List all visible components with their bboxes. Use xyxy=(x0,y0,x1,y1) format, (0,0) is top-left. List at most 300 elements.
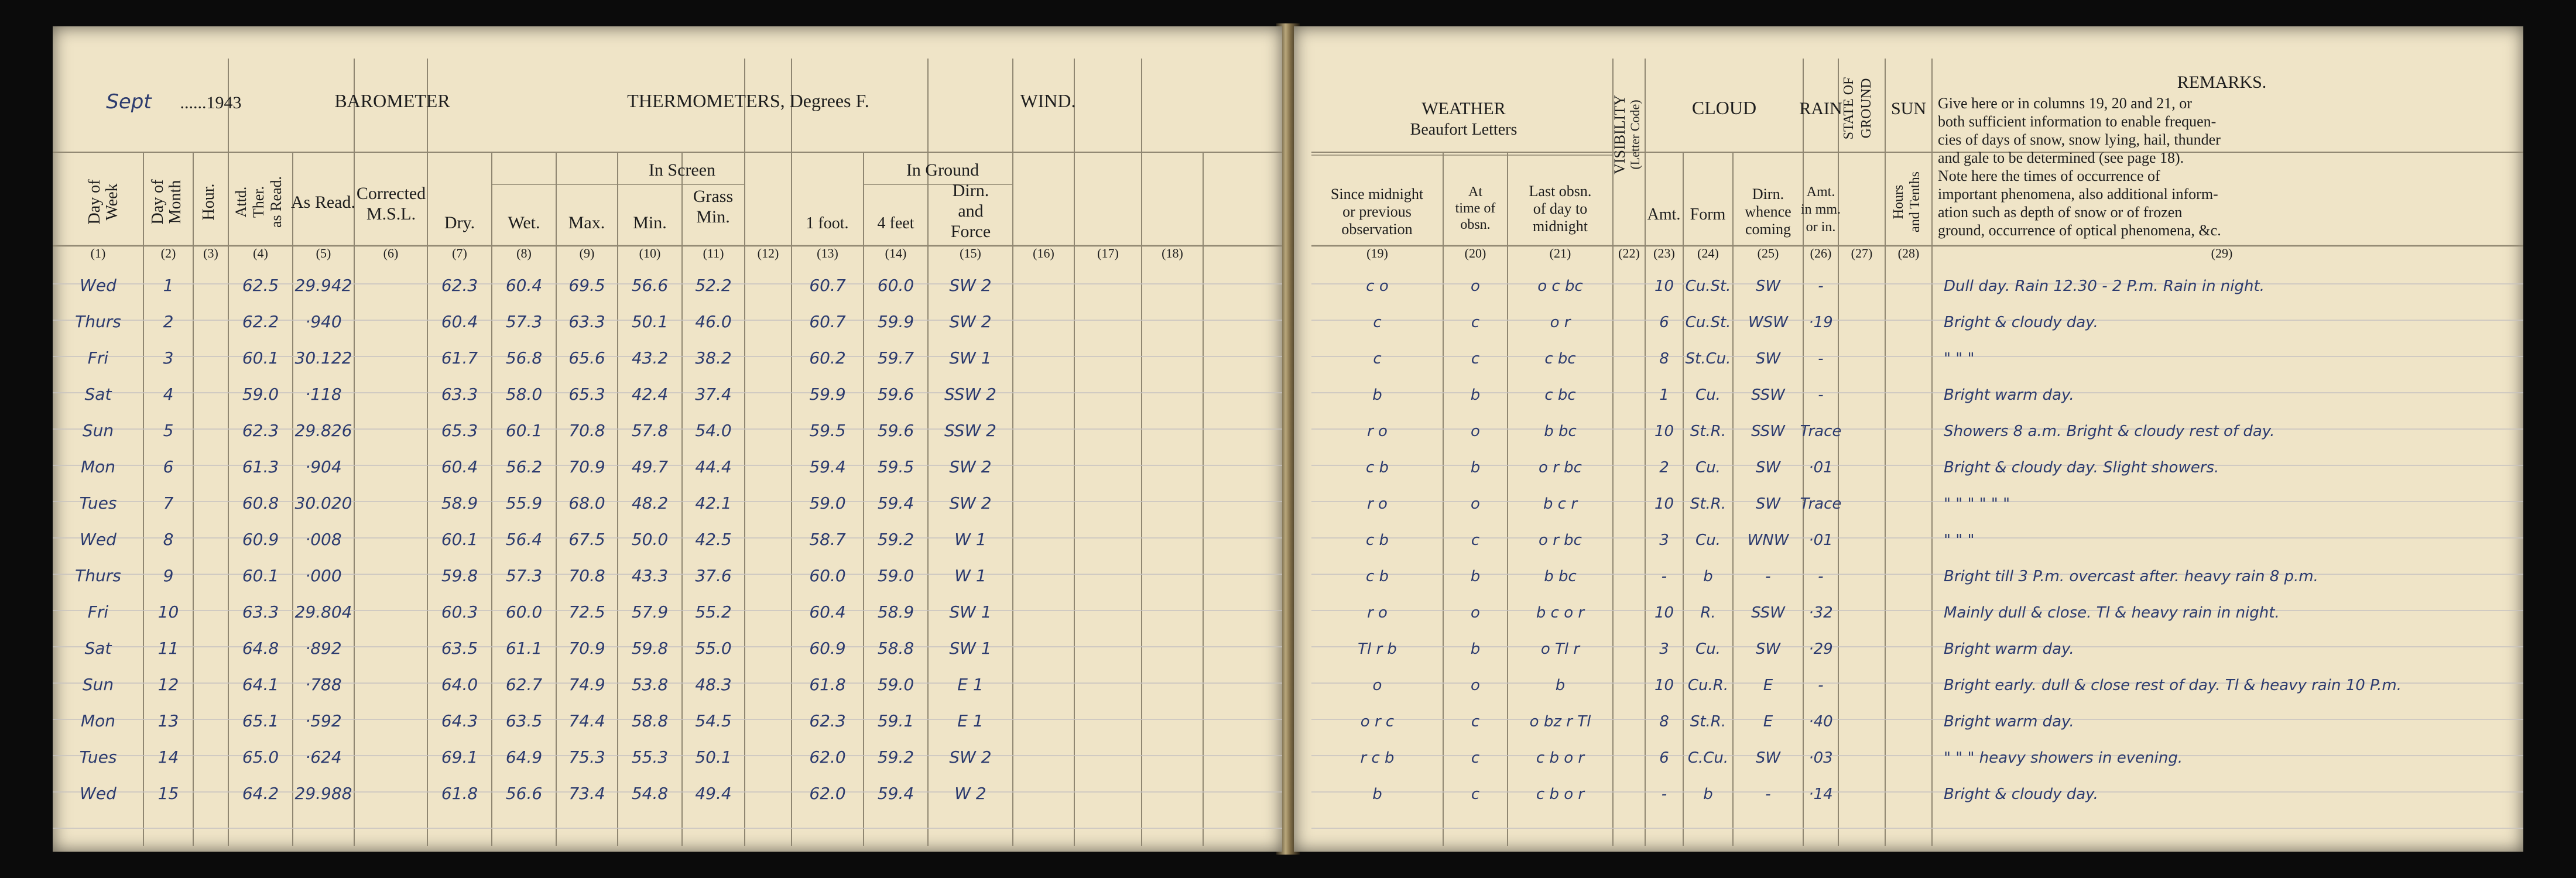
cell-7: 59.8 xyxy=(441,566,478,585)
cell-26: ·29 xyxy=(1808,640,1833,658)
column-number: (20) xyxy=(1464,246,1486,260)
cell-1: Sun xyxy=(82,421,114,440)
cell-15: SW 2 xyxy=(949,747,992,767)
cell-7: 60.1 xyxy=(441,530,478,549)
cell-21: c b o r xyxy=(1536,786,1585,803)
column-number: (28) xyxy=(1897,246,1920,260)
cell-24: Cu.R. xyxy=(1687,677,1729,694)
col-header-attd-3: as Read. xyxy=(268,176,285,228)
cell-10: 49.7 xyxy=(631,457,669,476)
cell-4: 62.3 xyxy=(242,421,279,440)
cell-24: St.R. xyxy=(1690,713,1727,730)
cell-2: 8 xyxy=(163,530,174,549)
cell-4: 60.1 xyxy=(242,566,279,585)
cell-24: Cu. xyxy=(1695,531,1721,549)
cell-7: 62.3 xyxy=(441,276,478,295)
col-header-rain-in: or in. xyxy=(1806,220,1836,235)
cell-10: 57.9 xyxy=(631,602,669,622)
cell-14: 59.0 xyxy=(877,675,914,694)
cell-9: 65.6 xyxy=(568,348,605,368)
cell-8: 57.3 xyxy=(505,566,543,585)
cell-11: 55.0 xyxy=(695,639,732,658)
cell-24: St.Cu. xyxy=(1685,350,1731,368)
cell-8: 60.1 xyxy=(505,421,543,440)
remark-text: Bright & cloudy day. xyxy=(1944,786,2098,803)
cell-25: SW xyxy=(1755,749,1781,767)
weather-heading: WEATHER xyxy=(1421,99,1506,118)
cell-13: 59.5 xyxy=(809,421,846,440)
cell-10: 50.1 xyxy=(631,312,669,331)
cell-15: SW 2 xyxy=(949,493,992,513)
cell-14: 59.6 xyxy=(877,385,914,404)
cell-7: 61.8 xyxy=(441,784,478,803)
column-number: (6) xyxy=(383,246,399,260)
cell-2: 5 xyxy=(163,421,174,440)
cell-26: ·01 xyxy=(1808,459,1833,476)
cell-24: R. xyxy=(1700,604,1716,622)
cell-24: b xyxy=(1703,568,1713,585)
remark-text: Bright warm day. xyxy=(1944,386,2074,404)
left-page xyxy=(53,26,1282,852)
cell-15: W 1 xyxy=(954,566,986,585)
col-header-dirn: Dirn. xyxy=(952,181,989,200)
cell-24: Cu.St. xyxy=(1685,277,1731,295)
cell-20: b xyxy=(1470,459,1481,476)
cell-23: 10 xyxy=(1654,677,1674,694)
cell-5: ·788 xyxy=(305,675,342,694)
cell-1: Wed xyxy=(80,276,117,295)
cell-9: 74.9 xyxy=(568,675,605,694)
cell-9: 70.8 xyxy=(568,566,605,585)
column-number: (1) xyxy=(90,246,106,260)
cell-11: 49.4 xyxy=(695,784,732,803)
cell-24: b xyxy=(1703,786,1713,803)
col-header-whence: whence xyxy=(1745,203,1791,220)
cell-21: o r xyxy=(1550,314,1571,331)
cell-15: SW 2 xyxy=(949,276,992,295)
col-header-amt: Amt. xyxy=(1647,205,1681,224)
cell-7: 61.7 xyxy=(441,348,478,368)
cell-2: 11 xyxy=(157,639,179,658)
cell-23: 3 xyxy=(1659,531,1669,549)
cell-21: b c o r xyxy=(1536,604,1585,622)
cell-9: 65.3 xyxy=(568,385,605,404)
cell-14: 59.2 xyxy=(877,530,914,549)
cell-26: - xyxy=(1818,677,1824,694)
remark-text: Bright early. dull & close rest of day. Tl & heavy rain 10 P.m. xyxy=(1944,677,2402,694)
cell-19: b xyxy=(1372,786,1382,803)
cell-19: o r c xyxy=(1360,713,1395,730)
cell-15: SW 2 xyxy=(949,457,992,476)
cell-25: SW xyxy=(1755,350,1781,368)
col-header-since-midnight-3: observation xyxy=(1341,221,1413,238)
cell-13: 59.0 xyxy=(809,493,846,513)
cell-9: 69.5 xyxy=(568,276,605,295)
cell-8: 56.6 xyxy=(505,784,543,803)
col-header-last-obsn-2: of day to xyxy=(1533,200,1588,217)
remarks-instruction: and gale to be determined (see page 18). xyxy=(1938,149,2184,166)
cell-14: 59.1 xyxy=(877,711,914,730)
cell-26: ·32 xyxy=(1808,604,1833,622)
cell-25: WNW xyxy=(1747,531,1789,549)
col-header-hours: Hours xyxy=(1891,184,1906,220)
cell-1: Tues xyxy=(79,493,117,513)
cell-24: St.R. xyxy=(1690,423,1727,440)
cell-1: Sun xyxy=(82,675,114,694)
col-header-attd: Attd. xyxy=(232,186,249,218)
cell-10: 53.8 xyxy=(631,675,669,694)
beaufort-heading: Beaufort Letters xyxy=(1410,121,1517,139)
cell-2: 3 xyxy=(163,348,174,368)
cell-9: 74.4 xyxy=(568,711,605,730)
col-header-wet: Wet. xyxy=(508,213,540,232)
cell-2: 10 xyxy=(157,602,179,622)
column-number: (17) xyxy=(1097,246,1119,260)
cell-8: 57.3 xyxy=(505,312,543,331)
cell-20: b xyxy=(1470,568,1481,585)
column-number: (16) xyxy=(1033,246,1054,260)
month-handwritten: Sept xyxy=(106,90,152,114)
cell-26: - xyxy=(1818,350,1824,368)
sun-heading: SUN xyxy=(1890,99,1927,118)
column-number: (18) xyxy=(1162,246,1183,260)
cell-23: 8 xyxy=(1659,713,1669,730)
col-header-day-of-week-2: Week xyxy=(103,183,121,221)
remark-text: Bright till 3 P.m. overcast after. heavy rain 8 p.m. xyxy=(1944,568,2318,585)
cell-10: 43.3 xyxy=(631,566,669,585)
col-header-day-of-month: Day of xyxy=(149,179,167,225)
cell-21: b bc xyxy=(1544,423,1577,440)
cell-13: 60.2 xyxy=(809,348,846,368)
cell-26: ·19 xyxy=(1808,314,1833,331)
cell-14: 59.0 xyxy=(877,566,914,585)
cell-4: 65.0 xyxy=(242,747,279,767)
cell-21: b xyxy=(1555,677,1566,694)
column-number: (10) xyxy=(639,246,661,260)
column-number: (24) xyxy=(1697,246,1719,260)
col-header-rain-amt: Amt. xyxy=(1806,184,1835,200)
cell-8: 56.4 xyxy=(505,530,543,549)
cell-4: 61.3 xyxy=(242,457,279,476)
remark-text: Bright & cloudy day. xyxy=(1944,314,2098,331)
remarks-heading: REMARKS. xyxy=(2177,73,2267,92)
cell-20: b xyxy=(1470,640,1481,658)
col-header-force: Force xyxy=(950,222,991,241)
cell-4: 60.8 xyxy=(242,493,279,513)
cell-4: 63.3 xyxy=(242,602,279,622)
remark-text: Showers 8 a.m. Bright & cloudy rest of day. xyxy=(1944,423,2275,440)
cloud-heading: CLOUD xyxy=(1691,97,1757,118)
cell-19: r c b xyxy=(1360,749,1395,767)
column-number: (27) xyxy=(1851,246,1873,260)
column-number: (25) xyxy=(1757,246,1779,260)
cell-8: 55.9 xyxy=(505,493,543,513)
cell-13: 62.3 xyxy=(809,711,846,730)
cell-19: c b xyxy=(1365,459,1389,476)
column-number: (7) xyxy=(452,246,467,260)
cell-9: 70.8 xyxy=(568,421,605,440)
cell-7: 60.3 xyxy=(441,602,478,622)
column-number: (8) xyxy=(516,246,532,260)
cell-19: Tl r b xyxy=(1358,640,1397,658)
cell-20: b xyxy=(1470,386,1481,404)
cell-26: Trace xyxy=(1800,423,1842,440)
remark-text: " " " heavy showers in evening. xyxy=(1944,749,2183,767)
cell-11: 42.5 xyxy=(695,530,732,549)
cell-9: 73.4 xyxy=(568,784,605,803)
cell-9: 70.9 xyxy=(568,457,605,476)
cell-15: SW 1 xyxy=(949,602,992,622)
cell-7: 64.3 xyxy=(441,711,478,730)
cell-5: ·592 xyxy=(305,711,342,730)
cell-7: 63.3 xyxy=(441,385,478,404)
column-number: (5) xyxy=(316,246,331,260)
cell-7: 69.1 xyxy=(441,747,478,767)
cell-21: c bc xyxy=(1544,386,1576,404)
cell-11: 52.2 xyxy=(695,276,732,295)
cell-24: C.Cu. xyxy=(1687,749,1729,767)
col-header-1-foot: 1 foot. xyxy=(806,214,849,232)
cell-20: c xyxy=(1471,350,1480,368)
cell-25: SSW xyxy=(1751,423,1785,440)
cell-24: Cu. xyxy=(1695,459,1721,476)
cell-2: 9 xyxy=(163,566,174,585)
cell-23: - xyxy=(1661,568,1667,585)
cell-20: o xyxy=(1471,604,1480,622)
cell-4: 59.0 xyxy=(242,385,279,404)
cell-11: 54.0 xyxy=(695,421,732,440)
cell-1: Sat xyxy=(84,639,112,658)
cell-9: 67.5 xyxy=(568,530,605,549)
cell-23: - xyxy=(1661,786,1667,803)
cell-10: 57.8 xyxy=(631,421,669,440)
cell-1: Fri xyxy=(87,602,109,622)
cell-7: 64.0 xyxy=(441,675,478,694)
state-heading-2: GROUND xyxy=(1859,78,1874,139)
cell-25: WSW xyxy=(1748,314,1788,331)
cell-1: Thurs xyxy=(75,566,121,585)
cell-20: c xyxy=(1471,749,1480,767)
cell-4: 62.2 xyxy=(242,312,279,331)
cell-19: c xyxy=(1373,314,1382,331)
cell-19: r o xyxy=(1367,495,1388,513)
cell-15: SSW 2 xyxy=(944,385,996,404)
cell-26: - xyxy=(1818,386,1824,404)
cell-5: ·000 xyxy=(305,566,342,585)
cell-19: c b xyxy=(1365,568,1389,585)
column-number: (9) xyxy=(579,246,595,260)
cell-11: 50.1 xyxy=(695,747,732,767)
cell-26: - xyxy=(1818,277,1824,295)
column-number: (3) xyxy=(203,246,218,260)
cell-4: 64.8 xyxy=(242,639,279,658)
cell-25: E xyxy=(1763,713,1773,730)
cell-26: ·14 xyxy=(1808,786,1833,803)
cell-13: 62.0 xyxy=(809,747,846,767)
cell-10: 48.2 xyxy=(631,493,669,513)
col-header-corrected: Corrected xyxy=(356,184,426,203)
cell-15: SW 1 xyxy=(949,639,992,658)
cell-7: 60.4 xyxy=(441,457,478,476)
cell-4: 65.1 xyxy=(242,711,279,730)
cell-21: o r bc xyxy=(1539,531,1582,549)
cell-14: 58.9 xyxy=(877,602,914,622)
cell-21: b c r xyxy=(1543,495,1578,513)
cell-11: 48.3 xyxy=(695,675,732,694)
cell-9: 70.9 xyxy=(568,639,605,658)
cell-13: 60.9 xyxy=(809,639,846,658)
cell-8: 63.5 xyxy=(505,711,543,730)
wind-heading: WIND. xyxy=(1020,90,1076,111)
cell-19: c xyxy=(1373,350,1382,368)
col-header-dry: Dry. xyxy=(444,213,475,232)
cell-13: 59.4 xyxy=(809,457,846,476)
col-header-at-time-3: obsn. xyxy=(1460,217,1491,232)
cell-20: o xyxy=(1471,495,1480,513)
cell-25: E xyxy=(1763,677,1773,694)
cell-25: SW xyxy=(1755,277,1781,295)
left-page-table xyxy=(53,26,1282,852)
cell-14: 59.2 xyxy=(877,747,914,767)
cell-8: 58.0 xyxy=(505,385,543,404)
cell-25: - xyxy=(1765,786,1771,803)
col-header-4-feet: 4 feet xyxy=(877,214,914,232)
col-header-min: Min. xyxy=(633,213,667,232)
cell-1: Fri xyxy=(87,348,109,368)
cell-14: 59.4 xyxy=(877,784,914,803)
cell-23: 10 xyxy=(1654,604,1674,622)
cell-8: 56.2 xyxy=(505,457,543,476)
cell-23: 10 xyxy=(1654,495,1674,513)
cell-20: c xyxy=(1471,314,1480,331)
column-number: (12) xyxy=(757,246,779,260)
cell-8: 56.8 xyxy=(505,348,543,368)
cell-24: Cu. xyxy=(1695,640,1721,658)
cell-21: c bc xyxy=(1544,350,1576,368)
cell-20: o xyxy=(1471,423,1480,440)
cell-21: o bz r Tl xyxy=(1529,713,1591,730)
col-header-dirn: Dirn. xyxy=(1752,186,1784,203)
column-number: (22) xyxy=(1618,246,1640,260)
remarks-instruction: important phenomena, also additional inform- xyxy=(1938,186,2218,203)
cell-23: 3 xyxy=(1659,640,1669,658)
cell-23: 10 xyxy=(1654,277,1674,295)
cell-9: 68.0 xyxy=(568,493,605,513)
cell-5: ·892 xyxy=(305,639,342,658)
col-header-hour: Hour. xyxy=(200,183,218,221)
cell-2: 1 xyxy=(163,276,174,295)
remarks-instruction: cies of days of snow, snow lying, hail, thunder xyxy=(1938,131,2221,148)
cell-20: o xyxy=(1471,677,1480,694)
cell-1: Mon xyxy=(80,711,116,730)
state-heading: STATE OF xyxy=(1841,77,1856,140)
cell-24: St.R. xyxy=(1690,495,1727,513)
remarks-instruction: ation such as depth of snow or of frozen xyxy=(1938,204,2183,221)
col-header-at-time-2: time of xyxy=(1455,201,1496,216)
cell-13: 61.8 xyxy=(809,675,846,694)
column-number: (26) xyxy=(1810,246,1832,260)
barometer-heading: BAROMETER xyxy=(334,90,450,111)
cell-11: 37.6 xyxy=(695,566,732,585)
cell-14: 59.4 xyxy=(877,493,914,513)
cell-9: 63.3 xyxy=(568,312,605,331)
column-number: (29) xyxy=(2211,246,2233,260)
cell-26: ·03 xyxy=(1808,749,1833,767)
rain-heading: RAIN xyxy=(1799,99,1842,118)
column-number: (23) xyxy=(1653,246,1675,260)
cell-1: Thurs xyxy=(75,312,121,331)
cell-20: o xyxy=(1471,277,1480,295)
cell-15: E 1 xyxy=(957,675,984,694)
cell-8: 62.7 xyxy=(505,675,543,694)
col-header-since-midnight-2: or previous xyxy=(1342,203,1412,220)
right-page xyxy=(1294,26,2523,852)
cell-23: 10 xyxy=(1654,423,1674,440)
cell-19: c b xyxy=(1365,531,1389,549)
remark-text: " " " xyxy=(1944,350,1975,368)
remarks-instruction: Give here or in columns 19, 20 and 21, or xyxy=(1938,95,2192,112)
cell-19: r o xyxy=(1367,604,1388,622)
col-header-as-read: As Read. xyxy=(291,193,355,212)
cell-25: SW xyxy=(1755,459,1781,476)
cell-19: r o xyxy=(1367,423,1388,440)
col-header-day-of-week: Day of xyxy=(85,179,104,225)
cell-4: 64.1 xyxy=(242,675,279,694)
cell-5: ·940 xyxy=(305,312,342,331)
cell-20: c xyxy=(1471,786,1480,803)
cell-9: 75.3 xyxy=(568,747,605,767)
cell-23: 2 xyxy=(1659,459,1669,476)
column-number: (14) xyxy=(885,246,907,260)
cell-13: 60.7 xyxy=(809,312,846,331)
cell-11: 44.4 xyxy=(695,457,732,476)
cell-10: 56.6 xyxy=(631,276,669,295)
cell-26: ·40 xyxy=(1808,713,1833,730)
cell-19: c o xyxy=(1366,277,1389,295)
cell-13: 58.7 xyxy=(809,530,846,549)
cell-23: 1 xyxy=(1659,386,1669,404)
visibility-code: (Letter Code) xyxy=(1628,100,1642,170)
cell-10: 43.2 xyxy=(631,348,669,368)
remark-text: Dull day. Rain 12.30 - 2 P.m. Rain in night. xyxy=(1944,277,2265,295)
cell-7: 65.3 xyxy=(441,421,478,440)
column-number: (19) xyxy=(1366,246,1388,260)
cell-5: 29.988 xyxy=(294,784,352,803)
cell-8: 64.9 xyxy=(505,747,543,767)
cell-23: 6 xyxy=(1659,314,1669,331)
col-header-at-time: At xyxy=(1468,184,1482,200)
cell-23: 8 xyxy=(1659,350,1669,368)
cell-7: 63.5 xyxy=(441,639,478,658)
cell-25: SSW xyxy=(1751,386,1785,404)
cell-11: 55.2 xyxy=(695,602,732,622)
col-header-day-of-month-2: Month xyxy=(166,180,184,224)
cell-15: SW 1 xyxy=(949,348,992,368)
cell-25: SW xyxy=(1755,640,1781,658)
remark-text: Bright warm day. xyxy=(1944,640,2074,658)
cell-25: SSW xyxy=(1751,604,1785,622)
remarks-instruction: ground, occurrence of optical phenomena, &c. xyxy=(1938,222,2221,239)
remark-text: Bright warm day. xyxy=(1944,713,2074,730)
cell-13: 59.9 xyxy=(809,385,846,404)
remark-text: " " " " " " xyxy=(1944,495,2010,513)
cell-2: 15 xyxy=(157,784,179,803)
remark-text: Bright & cloudy day. Slight showers. xyxy=(1944,459,2219,476)
cell-26: ·01 xyxy=(1808,531,1833,549)
cell-19: b xyxy=(1372,386,1382,404)
cell-11: 37.4 xyxy=(695,385,732,404)
cell-8: 60.4 xyxy=(505,276,543,295)
